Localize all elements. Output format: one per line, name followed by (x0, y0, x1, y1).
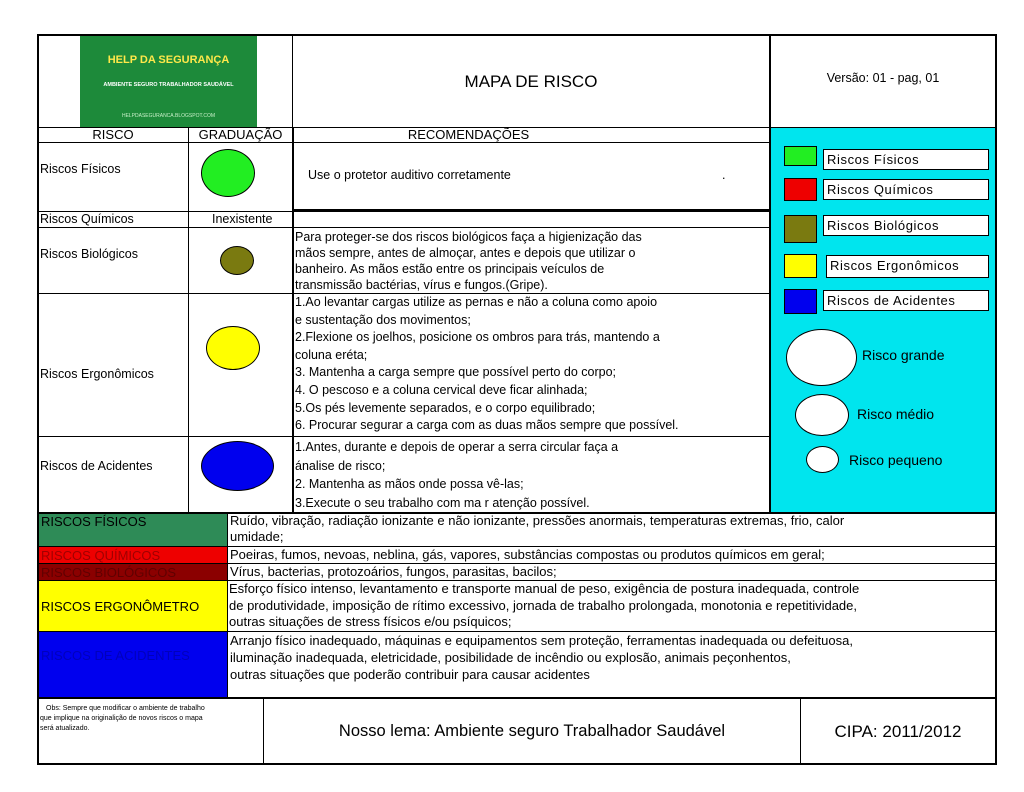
footer-cipa: CIPA: 2011/2012 (834, 722, 962, 741)
category-ergonomic-name: RISCOS ERGONÔMETRO (41, 599, 200, 614)
column-header-recommendations: RECOMENDAÇÕES (407, 127, 530, 142)
legend-swatch-accident (784, 289, 817, 314)
logo (80, 35, 257, 127)
grade-circle-accident (201, 441, 274, 491)
legend-label-large: Risco grande (862, 347, 945, 363)
legend-label-medium: Risco médio (857, 406, 935, 422)
logo-subtitle: AMBIENTE SEGURO TRABALHADOR SAUDÁVEL (103, 82, 234, 88)
grade-chemical: Inexistente (212, 212, 273, 226)
risk-label-accident: Riscos de Acidentes (40, 459, 153, 473)
legend-label-biological: Riscos Biológicos (823, 215, 989, 236)
recommendation-accident: 1.Antes, durante e depois de operar a serra circular faça a ánalise de risco; 2. Mantenha as mãos onde possa vê-las; 3.Execute o seu trabalho com ma r atenção possível. (295, 440, 619, 510)
page-title: MAPA DE RISCO (464, 72, 598, 91)
legend-swatch-biological (784, 215, 817, 243)
legend-circle-medium (795, 394, 849, 436)
grade-circle-physical (201, 149, 255, 197)
recommendation-physical: Use o protetor auditivo corretamente (308, 168, 511, 182)
grade-circle-biological (220, 246, 254, 275)
legend-label-small: Risco pequeno (849, 452, 943, 468)
legend-label-ergonomic: Riscos Ergonômicos (826, 255, 989, 278)
footer-motto: Nosso lema: Ambiente seguro Trabalhador Saudável (338, 722, 726, 740)
column-header-grade: GRADUAÇÃO (198, 127, 283, 142)
legend-label-chemical: Riscos Químicos (823, 179, 989, 200)
category-accident-name: RISCOS DE ACIDENTES (41, 648, 190, 663)
recommendation-physical-dot: . (722, 168, 726, 182)
footer-obs: Obs: Sempre que modificar o ambiente de trabalho que implique na originalição de novos riscos o mapa será atualizado. (40, 705, 205, 732)
category-physical-name: RISCOS FÍSICOS (41, 514, 147, 529)
grade-circle-ergonomic (206, 326, 260, 370)
legend-swatch-chemical (784, 178, 817, 201)
category-biological-desc: Vírus, bacterias, protozoários, fungos, parasitas, bacilos; (230, 564, 557, 579)
logo-url: HELPDASEGURANCA.BLOGSPOT.COM (121, 113, 216, 119)
risk-label-biological: Riscos Biológicos (40, 247, 138, 261)
category-accident-cell (39, 632, 227, 697)
category-accident-desc: Arranjo físico inadequado, máquinas e equipamentos sem proteção, ferramentas inadequada ou defeituosa, iluminação inadequada, eletricidade, posibilidade de incêndio ou explosão, animais peçonhentos, outras situações que poderão contribuir para causar acidentes (230, 633, 853, 682)
category-chemical-name: RISCOS QUÍMICOS (41, 548, 161, 563)
risk-label-physical: Riscos Físicos (40, 162, 121, 176)
category-physical-desc: Ruído, vibração, radiação ionizante e não ionizante, pressões anormais, temperaturas extremas, frio, calor umidade; (230, 513, 845, 544)
legend-circle-large (786, 329, 857, 386)
column-header-risk: RISCO (92, 127, 134, 142)
legend-swatch-ergonomic (784, 254, 817, 278)
legend-circle-small (806, 446, 839, 473)
version-label: Versão: 01 - pag, 01 (826, 71, 940, 85)
category-ergonomic-desc: Esforço físico intenso, levantamento e transporte manual de peso, exigência de postura inadequada, controle de produtividade, imposição de rítimo excessivo, jornada de trabalho prolongada, monotonia e repetitividade, outras situações de stress físicos e/ou psíquicos; (229, 581, 860, 629)
legend-label-accident: Riscos de Acidentes (823, 290, 989, 311)
category-chemical-desc: Poeiras, fumos, nevoas, neblina, gás, vapores, substâncias compostas ou produtos químicos em geral; (230, 547, 825, 562)
risk-label-ergonomic: Riscos Ergonômicos (40, 367, 154, 381)
risk-label-chemical: Riscos Químicos (40, 212, 134, 226)
recommendation-ergonomic: 1.Ao levantar cargas utilize as pernas e não a coluna como apoio e sustentação dos movimentos; 2.Flexione os joelhos, posicione os ombros para trás, mantendo a coluna eréta; 3. Mantenha a carga sempre que possível perto do corpo; 4. O pescoso e a coluna cervical deve ficar alinhada; 5.Os pés levemente separados, e o corpo equilibrado; 6. Procurar segurar a carga com as duas mãos sempre que possível. (295, 295, 679, 433)
recommendation-biological: Para proteger-se dos riscos biológicos faça a higienização das mãos sempre, antes de almoçar, antes e depois que utilizar o banheiro. As mãos estão entre os principais veículos de transmissão bactérias, vírus e fungos.(Gripe). (295, 230, 642, 292)
category-biological-name: RISCOS BIOLÓGICOS (41, 565, 177, 580)
legend-label-physical: Riscos Físicos (823, 149, 989, 170)
logo-title: HELP DA SEGURANÇA (107, 54, 230, 66)
legend-swatch-physical (784, 146, 817, 166)
